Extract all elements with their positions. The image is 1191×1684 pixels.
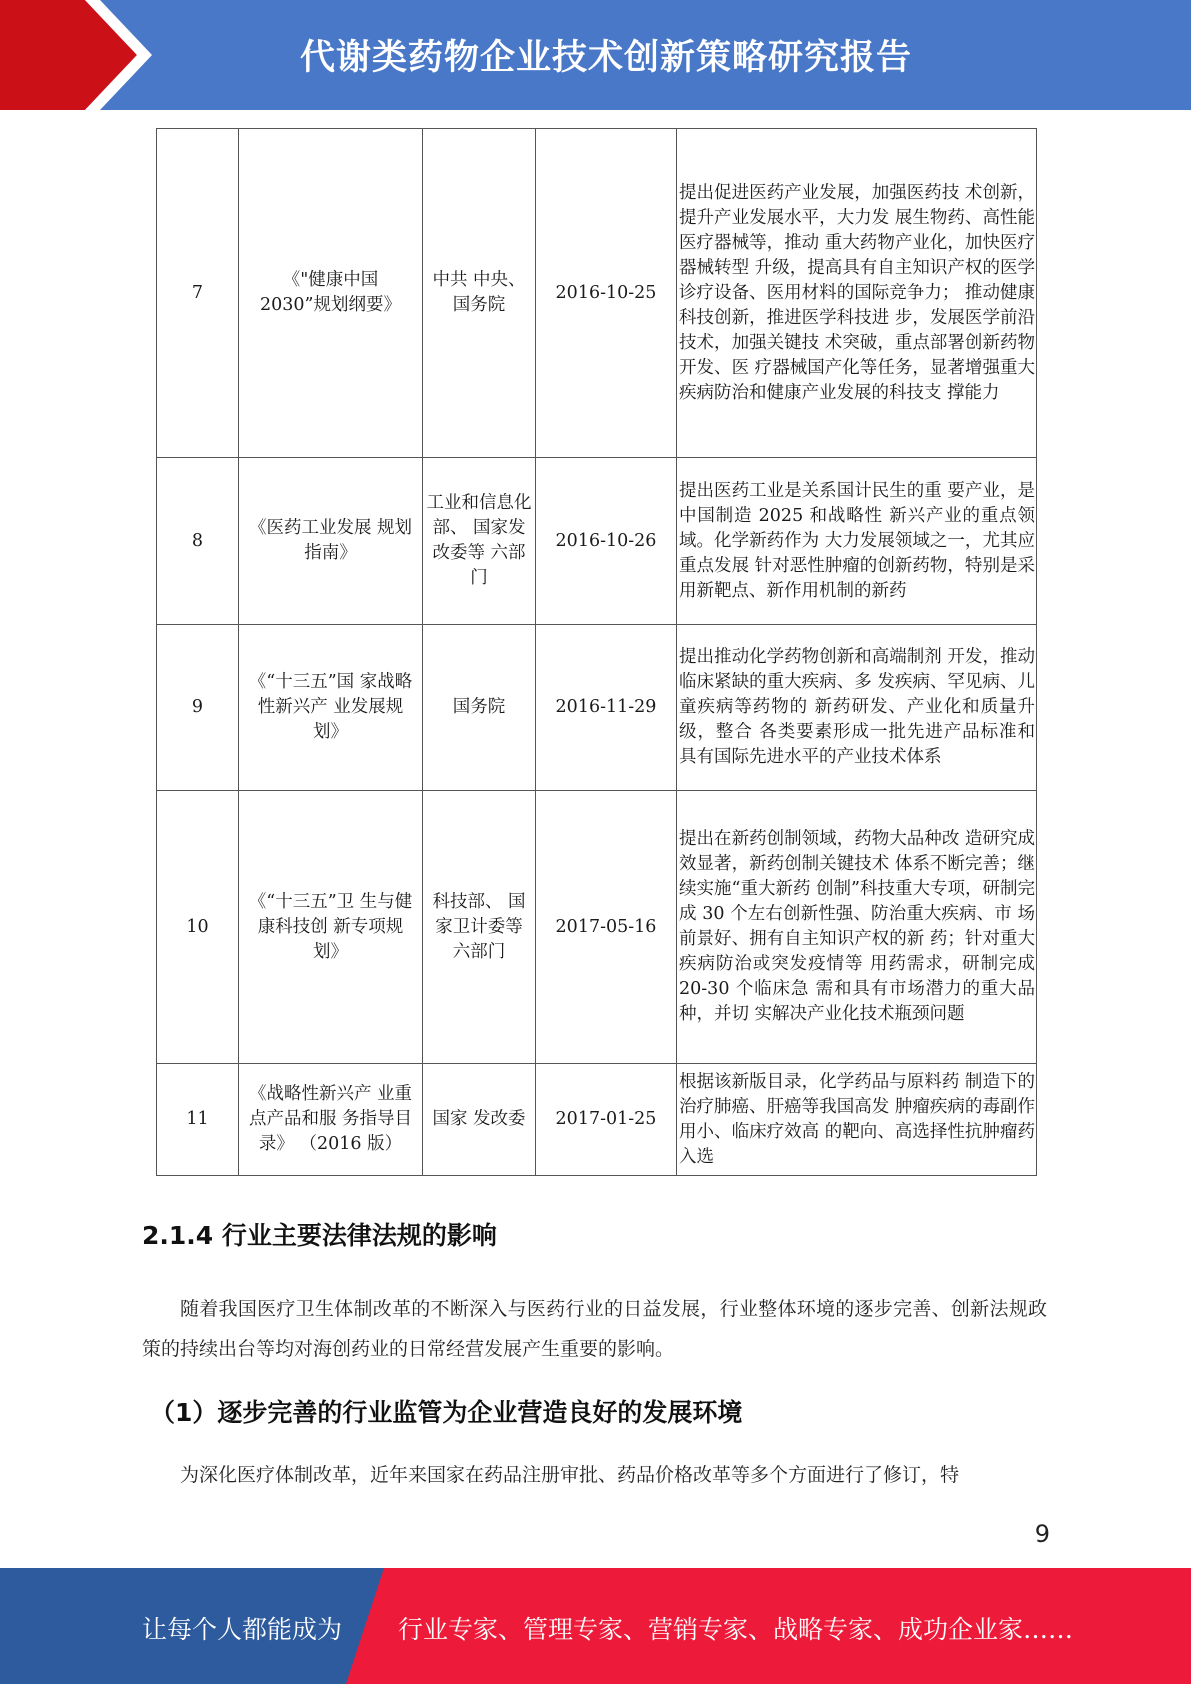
row-number: 8 bbox=[157, 458, 239, 625]
page-header bbox=[0, 0, 1191, 110]
policy-name: 《战略性新兴产 业重点产品和服 务指导目录》 （2016 版） bbox=[239, 1064, 423, 1176]
table-row bbox=[157, 1064, 1037, 1176]
issuing-organization: 工业和信息化部、 国家发改委等 六部门 bbox=[423, 458, 536, 625]
policy-content: 根据该新版目录，化学药品与原料药 制造下的治疗肺癌、肝癌等我国高发 肿瘤疾病的毒副作用小、临床疗效高 的靶向、高选择性抗肿瘤药入选 bbox=[677, 1064, 1037, 1176]
policy-name: 《“十三五”国 家战略性新兴产 业发展规划》 bbox=[239, 625, 423, 791]
row-number: 9 bbox=[157, 625, 239, 791]
policy-content: 提出促进医药产业发展，加强医药技 术创新，提升产业发展水平，大力发 展生物药、高性能医疗器械等，推动 重大药物产业化，加快医疗器械转型 升级，提高具有自主知识产权的医学 诊疗设备、医用材料的国际竞争力； 推动健康科技创新，推进医学科技进 步，发展医学前沿技术，加强关键技 术突破，重点部署创新药物开发、医 疗器械国产化等任务，显著增强重大 疾病防治和健康产业发展的科技支 撑能力 bbox=[677, 129, 1037, 458]
issue-date: 2017-05-16 bbox=[536, 791, 677, 1064]
row-number: 10 bbox=[157, 791, 239, 1064]
policy-content: 提出在新药创制领域，药物大品种改 造研究成效显著，新药创制关键技术 体系不断完善；继续实施“重大新药 创制”科技重大专项，研制完成 30 个左右创新性强、防治重大疾病、市 场前景好、拥有自主知识产权的新 药；针对重大疾病防治或突发疫情等 用药需求，研制完成 20-30 个临床急 需和具有市场潜力的重大品种，并切 实解决产业化技术瓶颈问题 bbox=[677, 791, 1037, 1064]
table-row bbox=[157, 625, 1037, 791]
footer-slogan-right: 行业专家、管理专家、营销专家、战略专家、成功企业家…… bbox=[398, 1615, 1074, 1644]
sub-heading: （1）逐步完善的行业监管为企业营造良好的发展环境 bbox=[150, 1398, 743, 1427]
footer-slogan-left: 让每个人都能成为 bbox=[142, 1615, 343, 1644]
table-row bbox=[157, 458, 1037, 625]
policy-table bbox=[156, 128, 1037, 1176]
issue-date: 2017-01-25 bbox=[536, 1064, 677, 1176]
issue-date: 2016-10-26 bbox=[536, 458, 677, 625]
page-footer bbox=[0, 1568, 1191, 1684]
section-heading: 2.1.4 行业主要法律法规的影响 bbox=[142, 1221, 497, 1250]
policy-name: 《“十三五”卫 生与健康科技创 新专项规划》 bbox=[239, 791, 423, 1064]
section-paragraph: 随着我国医疗卫生体制改革的不断深入与医药行业的日益发展，行业整体环境的逐步完善、创新法规政策的持续出台等均对海创药业的日常经营发展产生重要的影响。 bbox=[142, 1298, 1047, 1360]
row-number: 7 bbox=[157, 129, 239, 458]
policy-content: 提出推动化学药物创新和高端制剂 开发，推动临床紧缺的重大疾病、多 发疾病、罕见病、儿童疾病等药物的 新药研发、产业化和质量升级，整合 各类要素形成一批先进产品标准和 具有国际先进水平的产业技术体系 bbox=[677, 625, 1037, 791]
issuing-organization: 国务院 bbox=[423, 625, 536, 791]
issuing-organization: 国家 发改委 bbox=[423, 1064, 536, 1176]
issue-date: 2016-11-29 bbox=[536, 625, 677, 791]
issue-date: 2016-10-25 bbox=[536, 129, 677, 458]
issuing-organization: 中共 中央、 国务院 bbox=[423, 129, 536, 458]
section-paragraph: 为深化医疗体制改革，近年来国家在药品注册审批、药品价格改革等多个方面进行了修订，特 bbox=[180, 1464, 960, 1486]
header-arrow-decoration bbox=[0, 0, 160, 110]
page-number: 9 bbox=[1034, 1520, 1050, 1548]
policy-content: 提出医药工业是关系国计民生的重 要产业，是中国制造 2025 和战略性 新兴产业的重点领域。化学新药作为 大力发展领域之一，尤其应重点发展 针对恶性肿瘤的创新药物，特别是采 用新靶点、新作用机制的新药 bbox=[677, 458, 1037, 625]
row-number: 11 bbox=[157, 1064, 239, 1176]
report-title: 代谢类药物企业技术创新策略研究报告 bbox=[300, 38, 913, 78]
issuing-organization: 科技部、 国家卫计委等 六部门 bbox=[423, 791, 536, 1064]
table-row bbox=[157, 791, 1037, 1064]
policy-name: 《"健康中国 2030”规划纲要》 bbox=[239, 129, 423, 458]
policy-name: 《医药工业发展 规划指南》 bbox=[239, 458, 423, 625]
table-row bbox=[157, 129, 1037, 458]
